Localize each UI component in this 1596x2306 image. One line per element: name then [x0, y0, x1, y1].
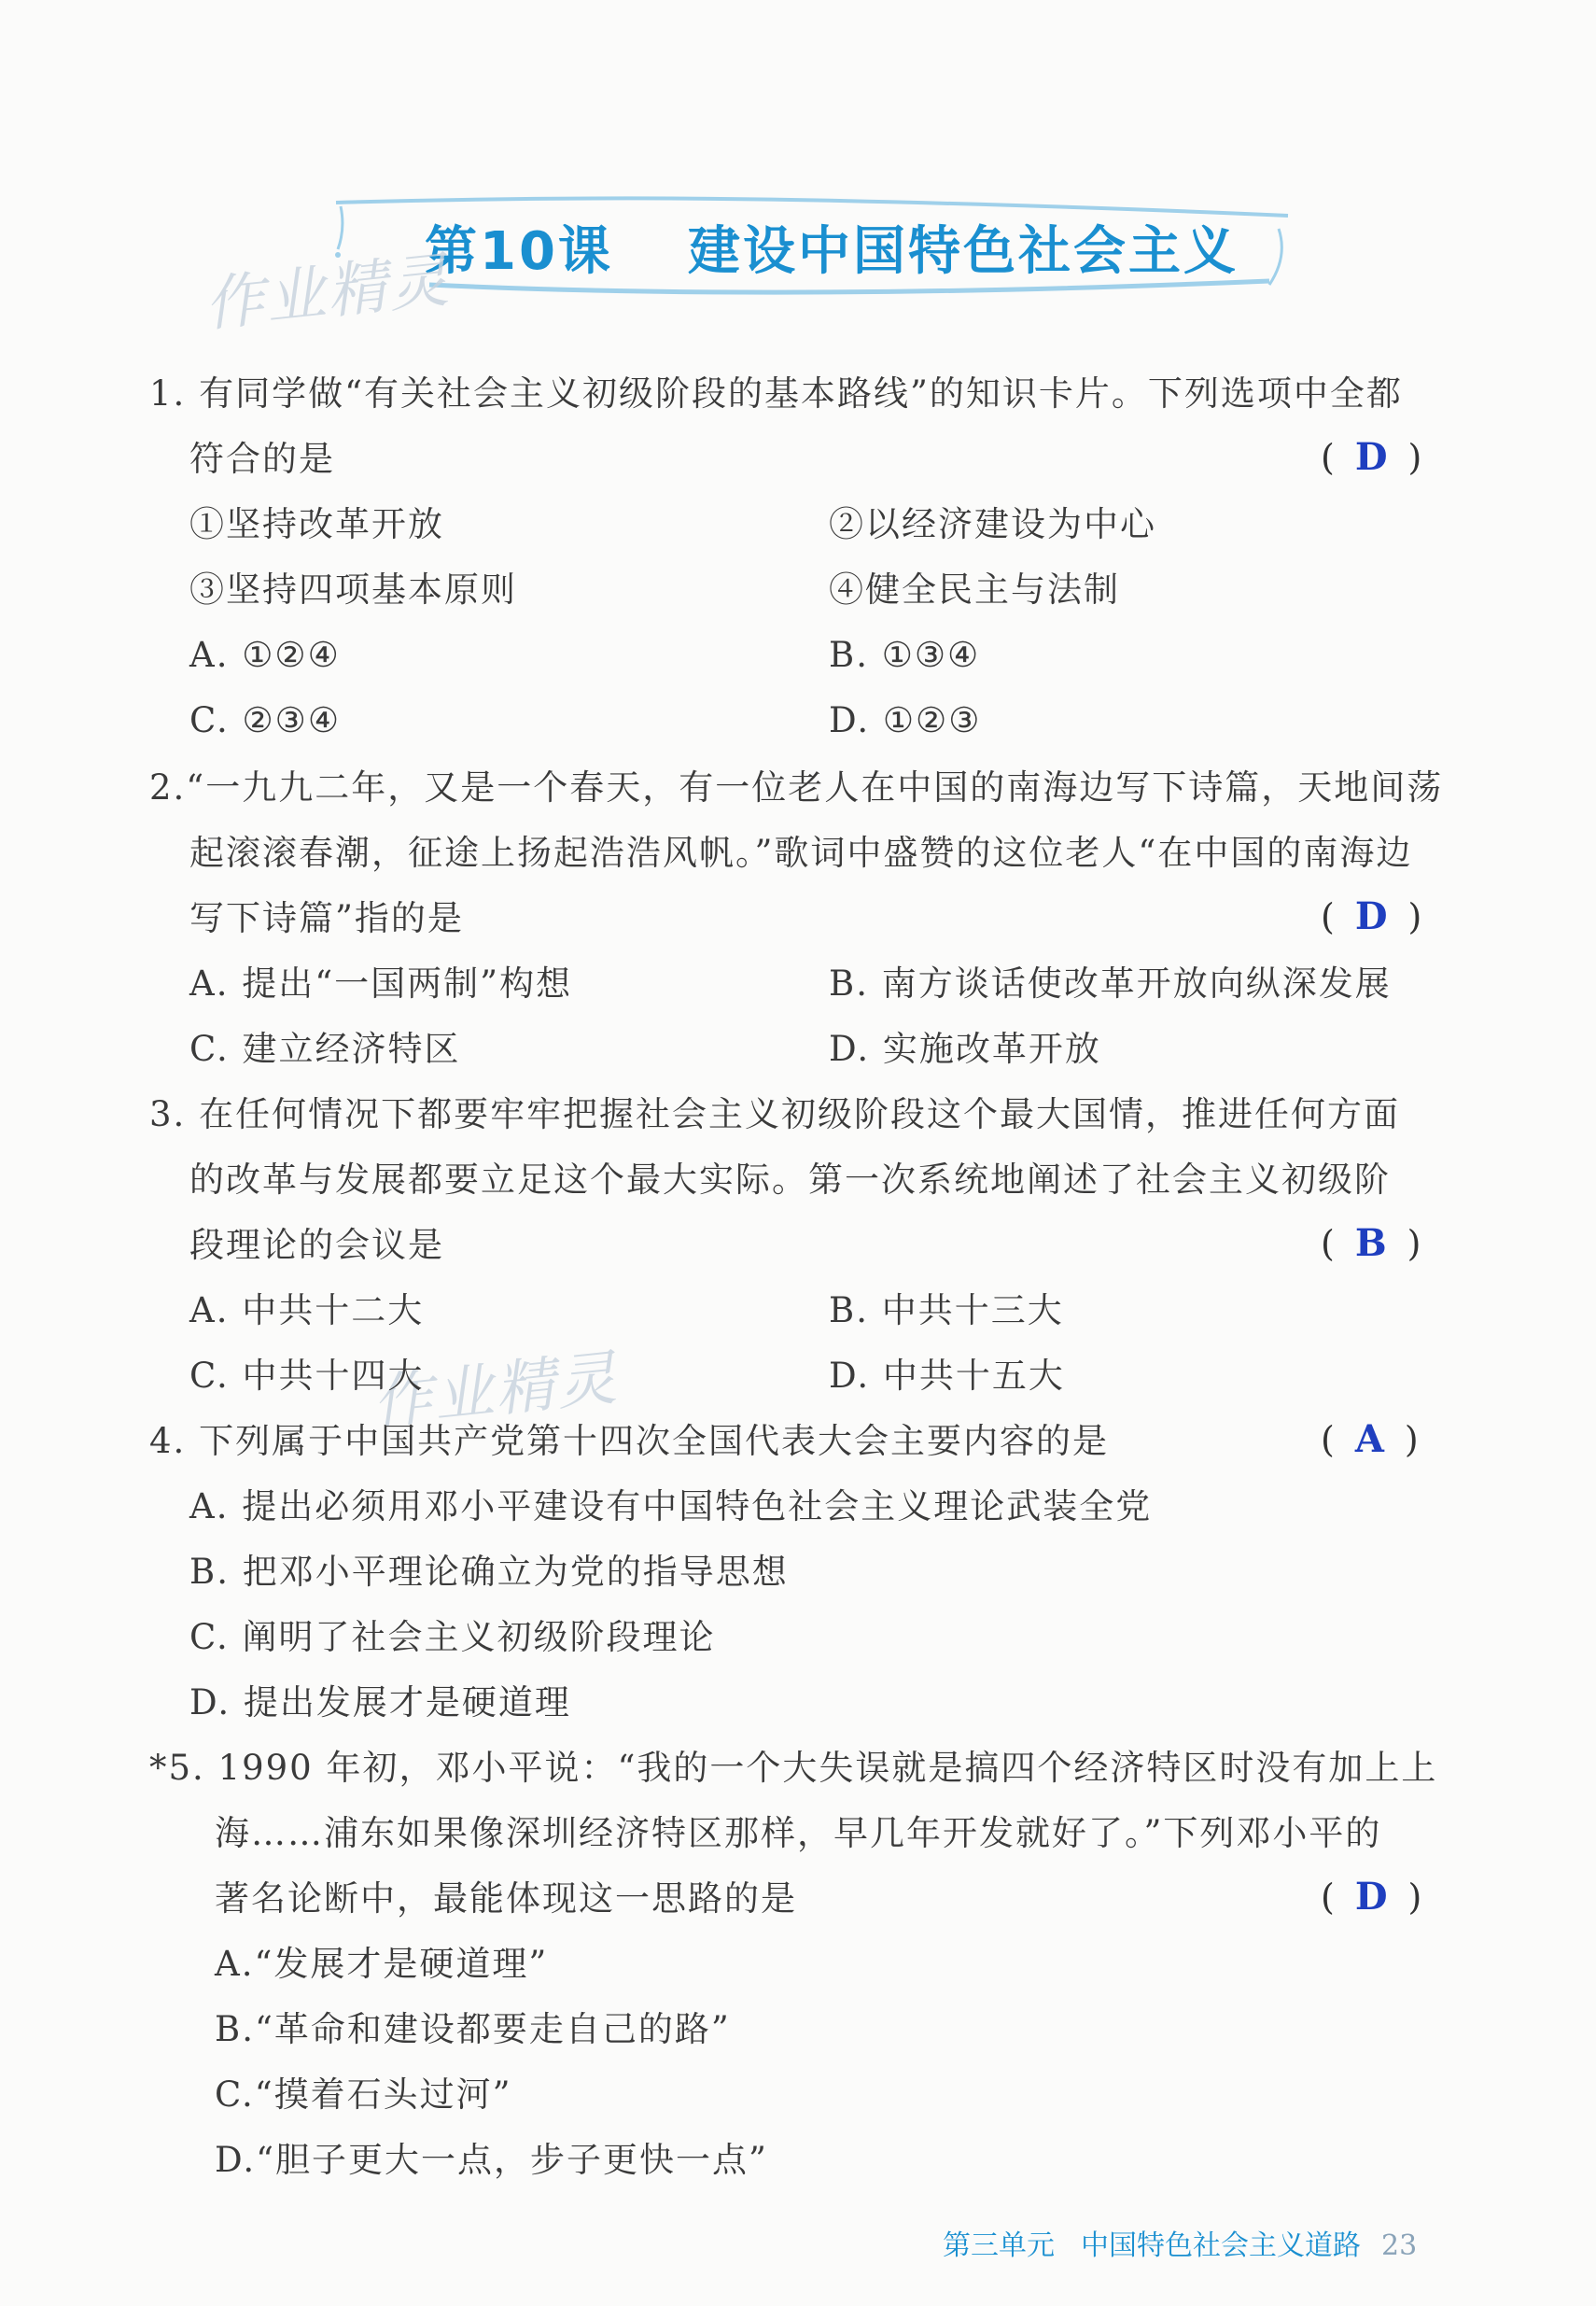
answer-bracket: ( D ) — [1321, 1875, 1422, 1919]
option-c: C. 建立经济特区 — [189, 1029, 461, 1069]
answer-bracket: ( D ) — [1321, 894, 1422, 938]
question-stem-line: 海……浦东如果像深圳经济特区那样，早几年开发就好了。”下列邓小平的 — [215, 1813, 1382, 1853]
question-stem-line: 的改革与发展都要立足这个最大实际。第一次系统地阐述了社会主义初级阶 — [189, 1160, 1391, 1200]
option-c: C. 中共十四大 — [189, 1356, 425, 1396]
answer-bracket: ( A ) — [1321, 1417, 1419, 1461]
option-d: D. 提出发展才是硬道理 — [189, 1682, 571, 1722]
option-a: A. 提出“一国两制”构想 — [189, 963, 573, 1004]
answer-letter: B — [1354, 1221, 1387, 1265]
option-d: D. 实施改革开放 — [829, 1029, 1101, 1069]
answer-letter: D — [1354, 894, 1388, 938]
option-d: D. 中共十五大 — [829, 1356, 1065, 1396]
option-c: C. 阐明了社会主义初级阶段理论 — [189, 1617, 716, 1657]
question-stem-line: 2.“一九九二年，又是一个春天，有一位老人在中国的南海边写下诗篇，天地间荡 — [149, 767, 1444, 808]
option-b: B. 把邓小平理论确立为党的指导思想 — [189, 1552, 789, 1592]
answer-bracket: ( B ) — [1321, 1221, 1421, 1265]
statement-item: ②以经济建设为中心 — [829, 504, 1156, 544]
question-stem-line: 3. 在任何情况下都要牢牢把握社会主义初级阶段这个最大国情，推进任何方面 — [149, 1094, 1401, 1134]
watermark-logo: 作业精灵 — [369, 1343, 622, 1439]
unit-label: 第三单元 — [943, 2229, 1055, 2262]
lesson-title — [425, 210, 1239, 285]
statement-item: ③坚持四项基本原则 — [189, 569, 517, 610]
question-stem-line: 著名论断中，最能体现这一思路的是 — [215, 1878, 797, 1919]
lesson-title-banner — [317, 191, 1325, 322]
question-stem-line: 起滚滚春潮，征途上扬起浩浩风帆。”歌词中盛赞的这位老人“在中国的南海边 — [189, 833, 1413, 873]
option-a: A. ①②④ — [189, 635, 341, 675]
option-b: B. 中共十三大 — [829, 1290, 1064, 1330]
option-d: D.“胆子更大一点，步子更快一点” — [215, 2140, 768, 2180]
option-c: C. ②③④ — [189, 700, 342, 740]
option-a: A. 中共十二大 — [189, 1290, 425, 1330]
answer-bracket: ( D ) — [1321, 435, 1422, 479]
watermark-logo: 作业精灵 — [201, 246, 454, 341]
page-footer — [943, 2222, 1417, 2263]
answer-letter: D — [1354, 435, 1388, 479]
statement-item: ④健全民主与法制 — [829, 569, 1120, 610]
question-stem-line: 段理论的会议是 — [189, 1225, 444, 1265]
question-stem-line: *5. 1990 年初，邓小平说：“我的一个大失误就是搞四个经济特区时没有加上上 — [149, 1748, 1438, 1788]
option-b: B.“革命和建设都要走自己的路” — [215, 2009, 731, 2049]
option-d: D. ①②③ — [829, 700, 982, 740]
statement-item: ①坚持改革开放 — [189, 504, 444, 544]
option-c: C.“摸着石头过河” — [215, 2074, 512, 2115]
lesson-name: 建设中国特色社会主义 — [687, 221, 1239, 282]
question-stem-line: 4. 下列属于中国共产党第十四次全国代表大会主要内容的是 — [149, 1421, 1110, 1461]
page-number: 23 — [1381, 2229, 1418, 2262]
question-stem-line: 符合的是 — [189, 439, 335, 479]
answer-letter: D — [1354, 1875, 1388, 1919]
question-stem-line: 写下诗篇”指的是 — [189, 898, 464, 938]
unit-title: 中国特色社会主义道路 — [1081, 2229, 1361, 2262]
option-a: A.“发展才是硬道理” — [215, 1944, 549, 1984]
question-stem-line: 1. 有同学做“有关社会主义初级阶段的基本路线”的知识卡片。下列选项中全都 — [149, 373, 1403, 414]
option-b: B. 南方谈话使改革开放向纵深发展 — [829, 963, 1392, 1004]
option-a: A. 提出必须用邓小平建设有中国特色社会主义理论武装全党 — [189, 1486, 1153, 1526]
lesson-number: 第10课 — [425, 221, 613, 282]
option-b: B. ①③④ — [829, 635, 981, 675]
answer-letter: A — [1354, 1417, 1384, 1461]
